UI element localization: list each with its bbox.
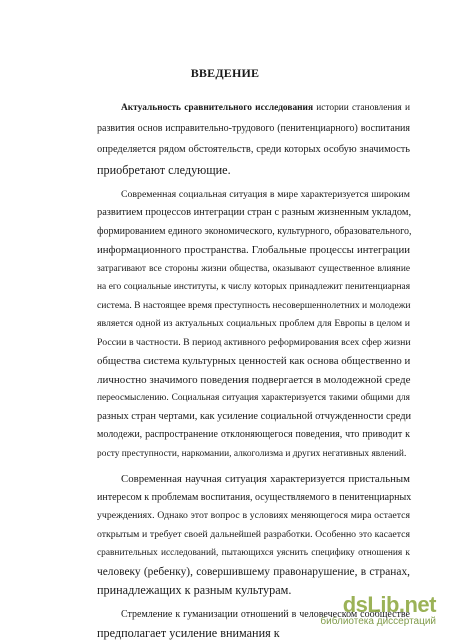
paragraph-line: приобретают следующие.: [97, 163, 231, 177]
paragraph-line: затрагивают все стороны жизни общества, оказывают существенное влияние: [97, 264, 410, 274]
paragraph-line: Стремление к гуманизации отношений в человеческом сообществе: [121, 609, 410, 620]
paragraph-line: на его социальные институты, к числу которых принадлежит пенитенциарная: [97, 282, 410, 292]
paragraph-line: разных стран чертами, как усиление социальной отчужденности среди: [97, 411, 412, 422]
paragraph-line: определяется рядом обстоятельств, среди которых особую значимость: [97, 144, 410, 155]
bold-lead-phrase: Актуальность сравнительного исследования: [121, 103, 314, 113]
paragraph-line: молодежи, распространение отклоняющегося поведения, что приводит к: [97, 429, 410, 440]
paragraph-line: развития основ исправительно-трудового (пенитенциарного) воспитания: [97, 123, 410, 134]
paragraph-line: открытым и требует своей дальнейшей разработки. Особенно это касается: [97, 529, 410, 540]
paragraph-line: росту преступности, наркомании, алкоголизма и других негативных явлений.: [97, 449, 407, 459]
paragraph-line: человеку (ребенку), совершившему правонарушение, в странах,: [97, 566, 410, 578]
paragraph-line: предполагает усиление внимания к: [97, 626, 280, 640]
paragraph-line: общества система культурных ценностей как основа общественно и: [97, 355, 411, 367]
site-watermark: [310, 592, 440, 628]
paragraph-line: сравнительных исследований, пытающихся уяснить специфику отношения к: [97, 548, 410, 558]
paragraph-line: система. В настоящее время преступность несовершеннолетних и молодежи: [97, 300, 411, 311]
watermark-logo: dsLib.net: [342, 592, 436, 617]
paragraph-line: формированием единого экономического, культурного, образовательного,: [97, 226, 412, 237]
paragraph-line: принадлежащих к разным культурам.: [97, 583, 292, 597]
paragraph-line: учреждениях. Однако этот вопрос в условиях меняющегося мира остается: [97, 510, 410, 521]
paragraph-line: развитием процессов интеграции стран с разным жизненным укладом,: [97, 207, 412, 218]
paragraph-line: интересом к проблемам воспитания, осуществляемого в пенитенциарных: [97, 492, 412, 503]
paragraph-text: истории становления и: [313, 103, 410, 113]
paragraph-line: Современная социальная ситуация в мире характеризуется широким: [121, 189, 410, 200]
paragraph-line: переосмыслению. Социальная ситуация характеризуется такими общими для: [97, 393, 410, 403]
paragraph-line: информационного пространства. Глобальные процессы интеграции: [97, 244, 410, 256]
paragraph-line: России в частности. В период активного реформирования всех сфер жизни: [97, 337, 411, 348]
section-heading: ВВЕДЕНИЕ: [190, 66, 260, 80]
paragraph-line: является одной из актуальных социальных проблем для Европы в целом и: [97, 318, 410, 329]
watermark-subtitle: библиотека диссертаций: [320, 616, 436, 627]
paragraph-line: личностно значимого поведения подвергается в молодежной среде: [97, 374, 411, 386]
paragraph-line: Современная научная ситуация характеризуется пристальным: [121, 473, 410, 485]
paragraph-line: [121, 100, 410, 116]
